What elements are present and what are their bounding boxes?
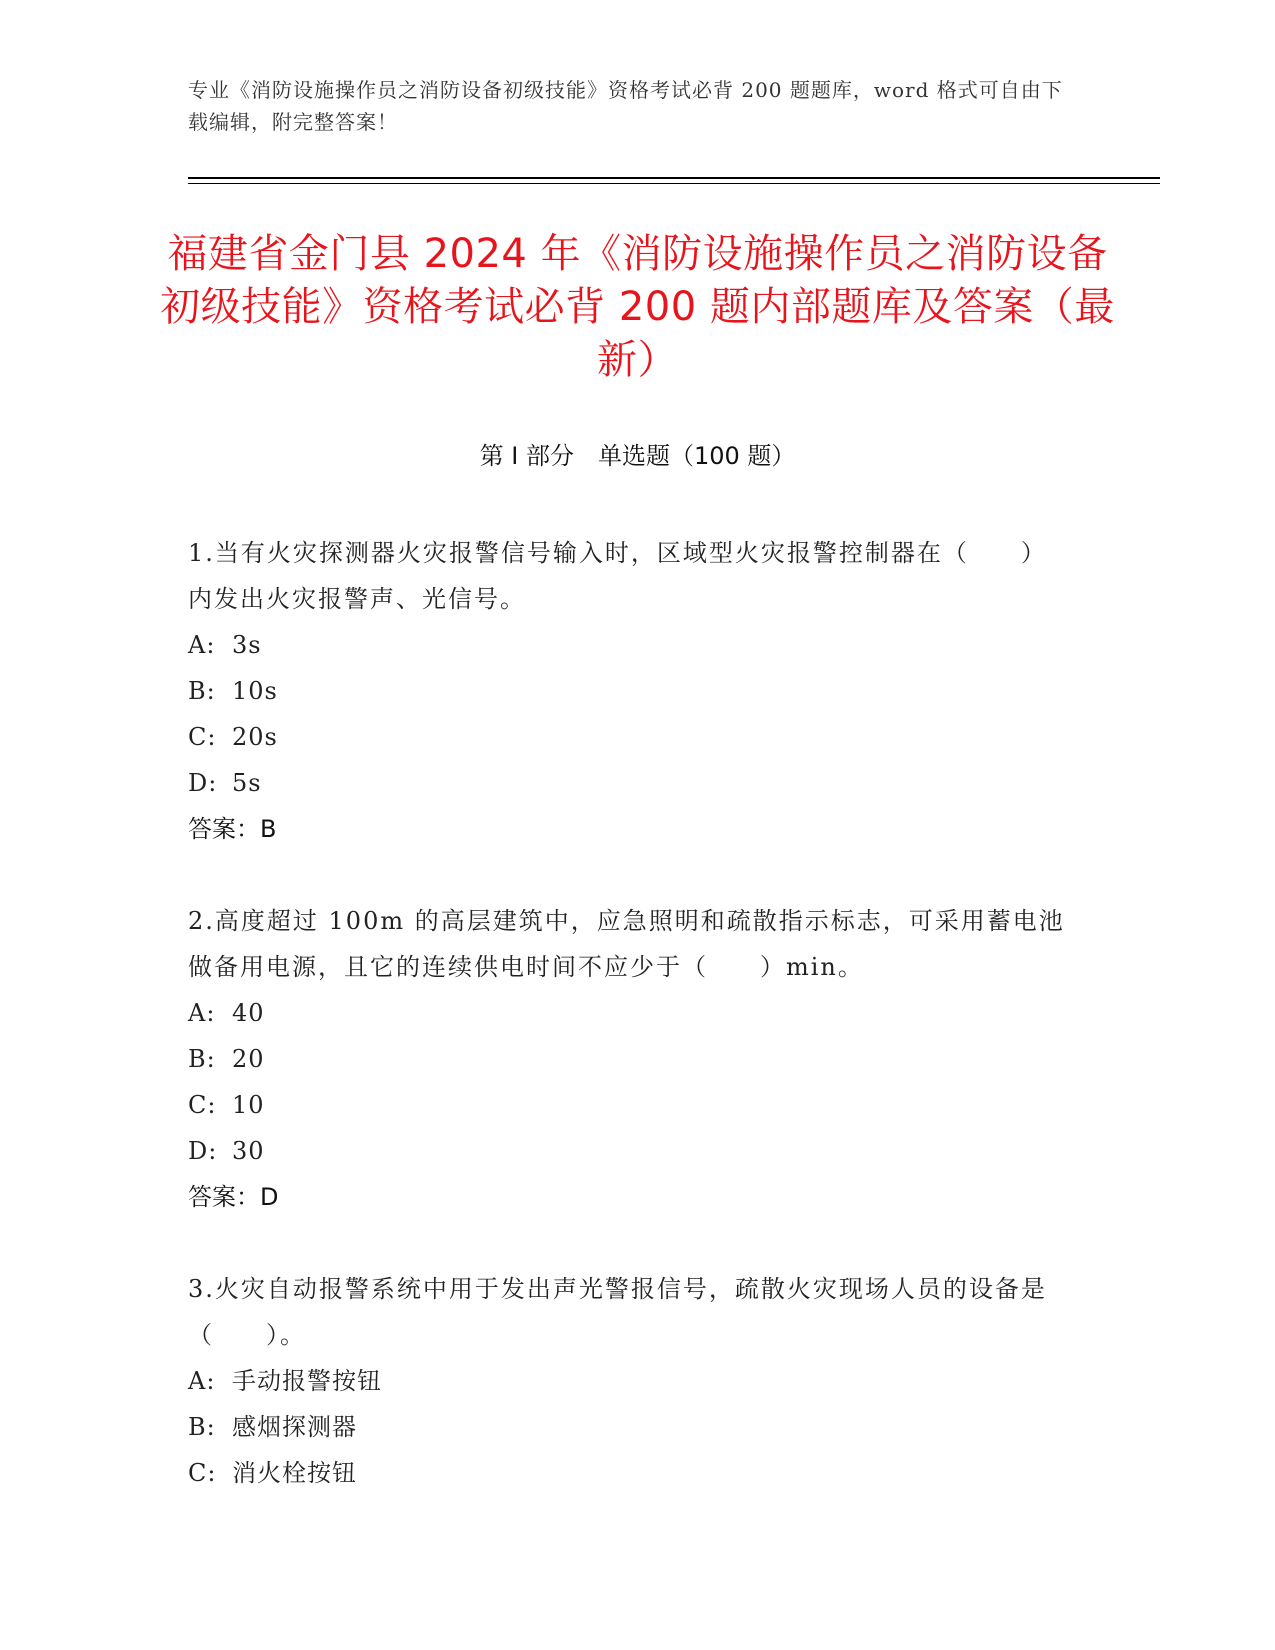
option-key: A:: [188, 1367, 216, 1395]
option-key: D:: [188, 769, 218, 797]
option-text: 10s: [232, 677, 278, 705]
option-b: [188, 1404, 1068, 1450]
option-text: 感烟探测器: [232, 1413, 357, 1441]
answer-label: 答案：: [188, 815, 260, 843]
answer-line: [188, 806, 1068, 852]
question-1: [188, 530, 1068, 852]
question-stem: 3.火灾自动报警系统中用于发出声光警报信号，疏散火灾现场人员的设备是（ ）。: [188, 1275, 1047, 1349]
option-d: [188, 1128, 1068, 1174]
option-a: [188, 990, 1068, 1036]
option-text: 5s: [232, 769, 262, 797]
option-key: B:: [188, 1413, 216, 1441]
option-c: [188, 714, 1068, 760]
option-key: C:: [188, 1459, 217, 1487]
answer-line: [188, 1174, 1068, 1220]
option-text: 手动报警按钮: [232, 1367, 382, 1395]
section-heading: 第 I 部分 单选题（100 题）: [479, 442, 796, 470]
option-b: [188, 1036, 1068, 1082]
option-a: [188, 1358, 1068, 1404]
option-key: C:: [188, 1091, 217, 1119]
option-c: [188, 1082, 1068, 1128]
answer-value: B: [260, 815, 277, 843]
question-3: [188, 1266, 1068, 1496]
option-key: B:: [188, 677, 216, 705]
option-key: A:: [188, 631, 216, 659]
option-text: 20s: [232, 723, 278, 751]
question-stem: 1.当有火灾探测器火灾报警信号输入时，区域型火灾报警控制器在（ ）内发出火灾报警声、光信号。: [188, 539, 1047, 613]
option-text: 30: [232, 1137, 265, 1165]
option-key: C:: [188, 723, 217, 751]
question-list: [188, 530, 1068, 1542]
option-c: [188, 1450, 1068, 1496]
option-d: [188, 760, 1068, 806]
option-text: 3s: [232, 631, 262, 659]
option-a: [188, 622, 1068, 668]
option-text: 消火栓按钮: [232, 1459, 357, 1487]
header-note: 专业《消防设施操作员之消防设备初级技能》资格考试必背 200 题题库，word 格式可自由下载编辑，附完整答案！: [188, 78, 1063, 134]
option-text: 20: [232, 1045, 265, 1073]
question-2: [188, 898, 1068, 1220]
option-key: D:: [188, 1137, 218, 1165]
document-title: 福建省金门县 2024 年《消防设施操作员之消防设备初级技能》资格考试必背 200 题内部题库及答案（最新）: [160, 231, 1115, 383]
option-key: B:: [188, 1045, 216, 1073]
header-rule-thick: [188, 177, 1160, 179]
header-rule-thin: [188, 183, 1160, 184]
answer-value: D: [260, 1183, 279, 1211]
option-text: 40: [232, 999, 265, 1027]
option-b: [188, 668, 1068, 714]
answer-label: 答案：: [188, 1183, 260, 1211]
option-text: 10: [232, 1091, 265, 1119]
question-stem: 2.高度超过 100m 的高层建筑中，应急照明和疏散指示标志，可采用蓄电池做备用电源，且它的连续供电时间不应少于（ ）min。: [188, 907, 1065, 981]
option-key: A:: [188, 999, 216, 1027]
